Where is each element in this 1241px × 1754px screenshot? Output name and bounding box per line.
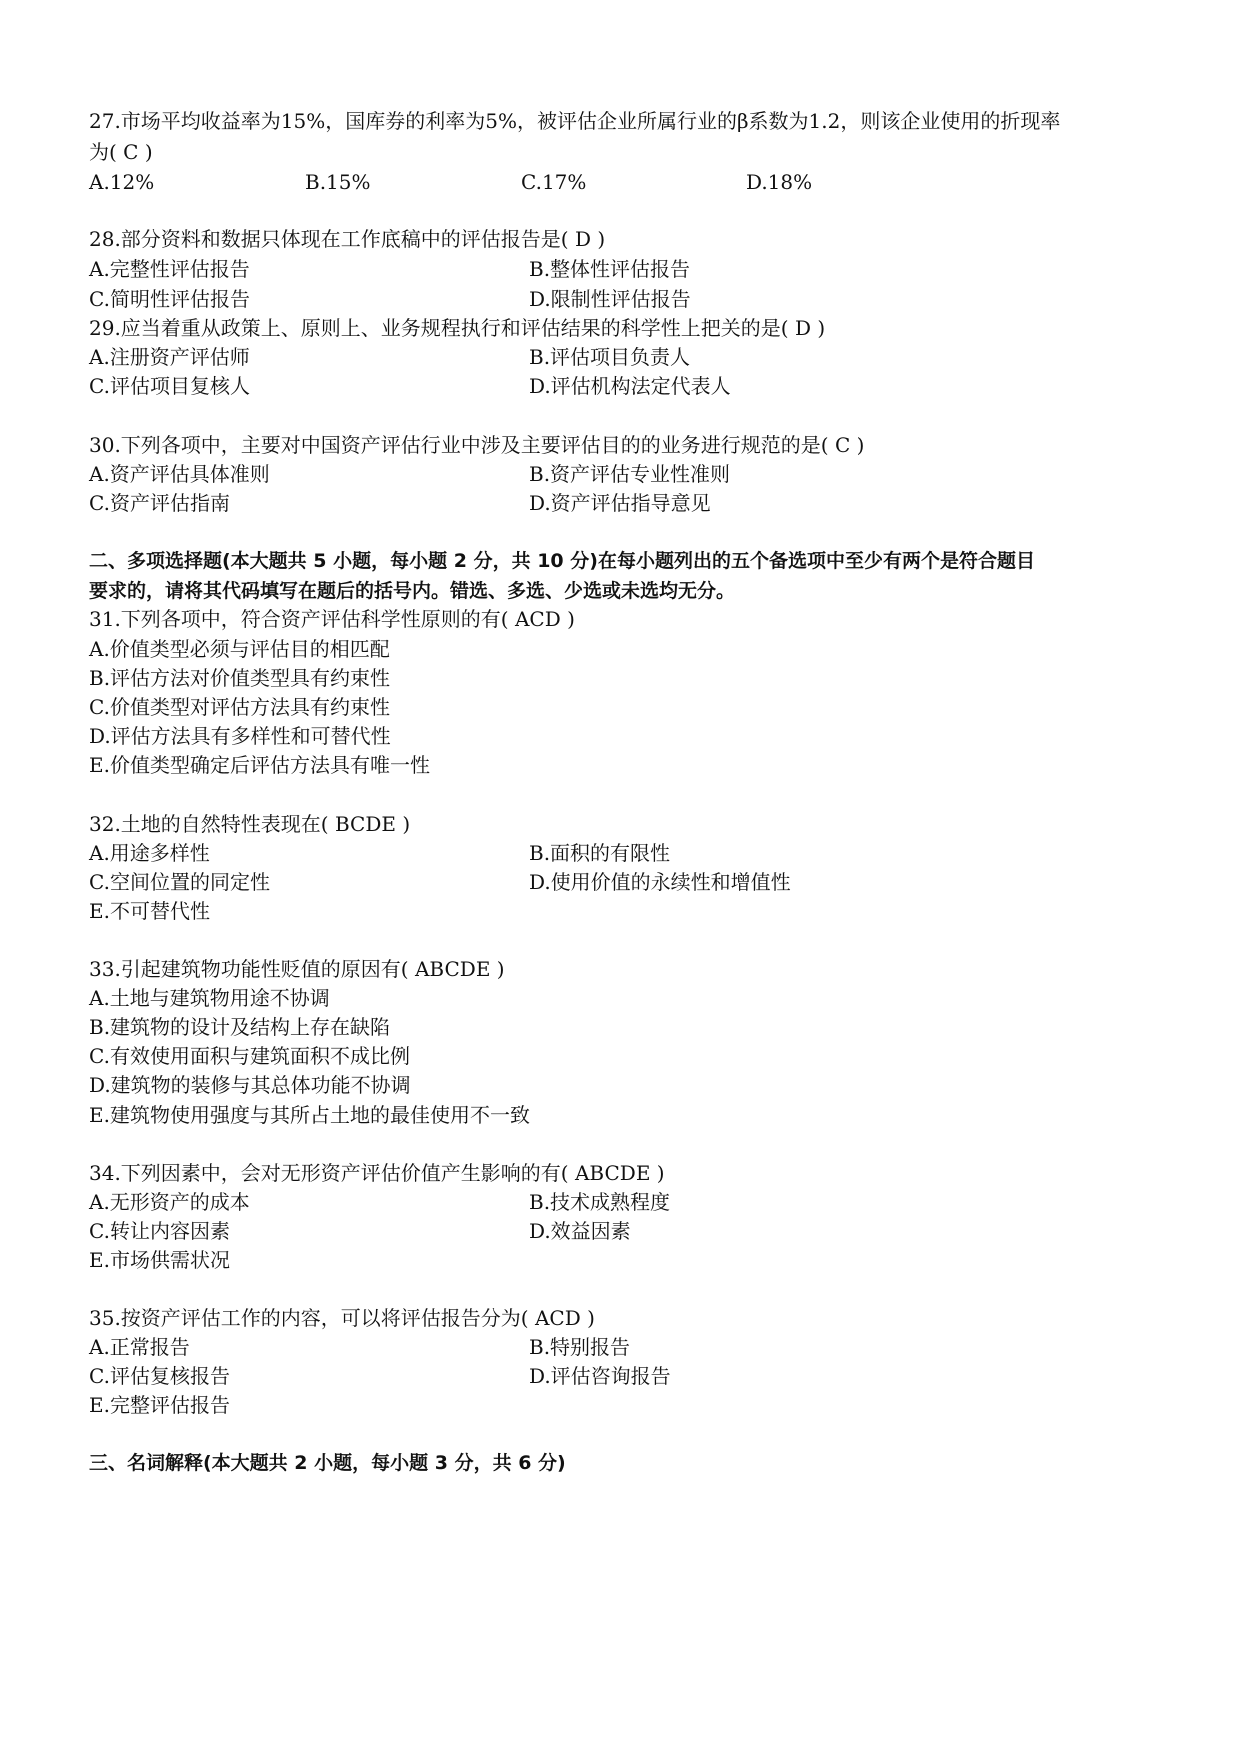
q35-option-d: D.评估咨询报告 [529,1364,671,1388]
q27-stem-line2: 为( C ) [89,140,153,164]
q32-option-c: C.空间位置的同定性 [89,870,270,894]
q34-option-e: E.市场供需状况 [89,1248,230,1272]
q29-stem: 29.应当着重从政策上、原则上、业务规程执行和评估结果的科学性上把关的是( D ) [89,316,826,340]
q34-option-d: D.效益因素 [529,1219,631,1243]
q31-stem: 31.下列各项中，符合资产评估科学性原则的有( ACD ) [89,607,575,631]
q27-option-b: B.15% [305,170,371,194]
q34-stem: 34.下列因素中，会对无形资产评估价值产生影响的有( ABCDE ) [89,1161,665,1185]
q29-option-c: C.评估项目复核人 [89,374,250,398]
section2-heading-line1: 二、多项选择题(本大题共 5 小题，每小题 2 分，共 10 分)在每小题列出的五个备选项中至少有两个是符合题目 [89,550,1035,572]
q34-option-b: B.技术成熟程度 [529,1190,671,1214]
q33-option-a: A.土地与建筑物用途不协调 [89,986,330,1010]
q33-option-d: D.建筑物的装修与其总体功能不协调 [89,1073,411,1097]
q29-option-a: A.注册资产评估师 [89,345,250,369]
q33-option-e: E.建筑物使用强度与其所占土地的最佳使用不一致 [89,1103,530,1127]
q31-option-a: A.价值类型必须与评估目的相匹配 [89,637,390,661]
q33-option-c: C.有效使用面积与建筑面积不成比例 [89,1044,410,1068]
q30-option-a: A.资产评估具体准则 [89,462,270,486]
q35-option-b: B.特别报告 [529,1335,631,1359]
q28-option-d: D.限制性评估报告 [529,287,691,311]
q27-option-c: C.17% [521,170,587,194]
section3-heading: 三、名词解释(本大题共 2 小题，每小题 3 分，共 6 分) [89,1452,566,1474]
q28-stem: 28.部分资料和数据只体现在工作底稿中的评估报告是( D ) [89,227,606,251]
q30-option-c: C.资产评估指南 [89,491,230,515]
q34-option-c: C.转让内容因素 [89,1219,230,1243]
q28-option-a: A.完整性评估报告 [89,257,250,281]
q28-option-b: B.整体性评估报告 [529,257,691,281]
q27-option-a: A.12% [89,170,155,194]
q32-stem: 32.土地的自然特性表现在( BCDE ) [89,812,411,836]
q34-option-a: A.无形资产的成本 [89,1190,250,1214]
q32-option-e: E.不可替代性 [89,899,210,923]
q35-stem: 35.按资产评估工作的内容，可以将评估报告分为( ACD ) [89,1306,595,1330]
q30-option-b: B.资产评估专业性准则 [529,462,731,486]
q29-option-b: B.评估项目负责人 [529,345,691,369]
q35-option-c: C.评估复核报告 [89,1364,230,1388]
q31-option-d: D.评估方法具有多样性和可替代性 [89,724,391,748]
q32-option-d: D.使用价值的永续性和增值性 [529,870,791,894]
q32-option-b: B.面积的有限性 [529,841,671,865]
q35-option-a: A.正常报告 [89,1335,190,1359]
q31-option-b: B.评估方法对价值类型具有约束性 [89,666,391,690]
q35-option-e: E.完整评估报告 [89,1393,230,1417]
q30-stem: 30.下列各项中，主要对中国资产评估行业中涉及主要评估目的的业务进行规范的是( C ) [89,433,865,457]
q31-option-c: C.价值类型对评估方法具有约束性 [89,695,390,719]
section2-heading-line2: 要求的，请将其代码填写在题后的括号内。错选、多选、少选或未选均无分。 [89,580,736,602]
q30-option-d: D.资产评估指导意见 [529,491,711,515]
q33-option-b: B.建筑物的设计及结构上存在缺陷 [89,1015,391,1039]
q29-option-d: D.评估机构法定代表人 [529,374,731,398]
q27-option-d: D.18% [746,170,813,194]
q32-option-a: A.用途多样性 [89,841,210,865]
q27-stem-line1: 27.市场平均收益率为15%，国库券的利率为5%，被评估企业所属行业的β系数为1.2，则该企业使用的折现率 [89,109,1061,133]
q28-option-c: C.简明性评估报告 [89,287,250,311]
q33-stem: 33.引起建筑物功能性贬值的原因有( ABCDE ) [89,957,505,981]
q31-option-e: E.价值类型确定后评估方法具有唯一性 [89,753,430,777]
